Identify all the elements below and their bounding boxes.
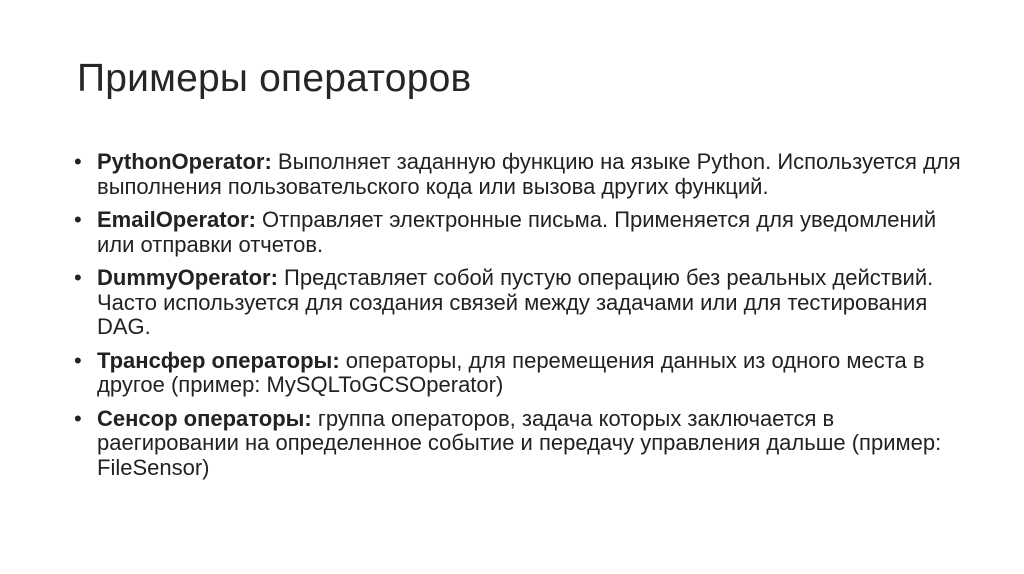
bullet-dot-icon: • — [74, 265, 82, 290]
bullet-term: PythonOperator: — [97, 149, 272, 174]
bullet-term: EmailOperator: — [97, 207, 256, 232]
bullet-term: Трансфер операторы: — [97, 347, 340, 373]
bullet-text: Выполняет заданную функцию на языке Python. Используется для выполнения пользовательского кода или вызова других функций. — [97, 149, 961, 199]
bullet-dot-icon: • — [74, 207, 82, 232]
bullet-dot-icon: • — [74, 347, 82, 373]
bullet-dot-icon: • — [74, 149, 82, 174]
bullet-text: группа операторов, задача которых заключается в раегировании на определенное событие и передачу управления дальше (пример: FileSensor) — [97, 405, 942, 480]
bullet-item-python-operator — [72, 150, 962, 199]
bullet-text: Представляет собой пустую операцию без реальных действий. Часто используется для создания связей между задачами или для тестирования DAG. — [97, 265, 934, 339]
bullet-item-transfer-operators — [72, 349, 962, 398]
bullet-list — [72, 150, 962, 480]
bullet-item-email-operator — [72, 208, 962, 257]
bullet-term: Сенсор операторы: — [97, 405, 312, 431]
slide-content — [72, 150, 962, 489]
bullet-term: DummyOperator: — [97, 265, 278, 290]
bullet-dot-icon: • — [74, 405, 82, 431]
bullet-item-dummy-operator — [72, 266, 962, 340]
bullet-text: Отправляет электронные письма. Применяется для уведомлений или отправки отчетов. — [97, 207, 937, 257]
bullet-item-sensor-operators — [72, 407, 962, 481]
slide-title: Примеры операторов — [77, 57, 472, 100]
bullet-text: операторы, для перемещения данных из одного места в другое (пример: MySQLToGCSOperator) — [97, 347, 925, 397]
